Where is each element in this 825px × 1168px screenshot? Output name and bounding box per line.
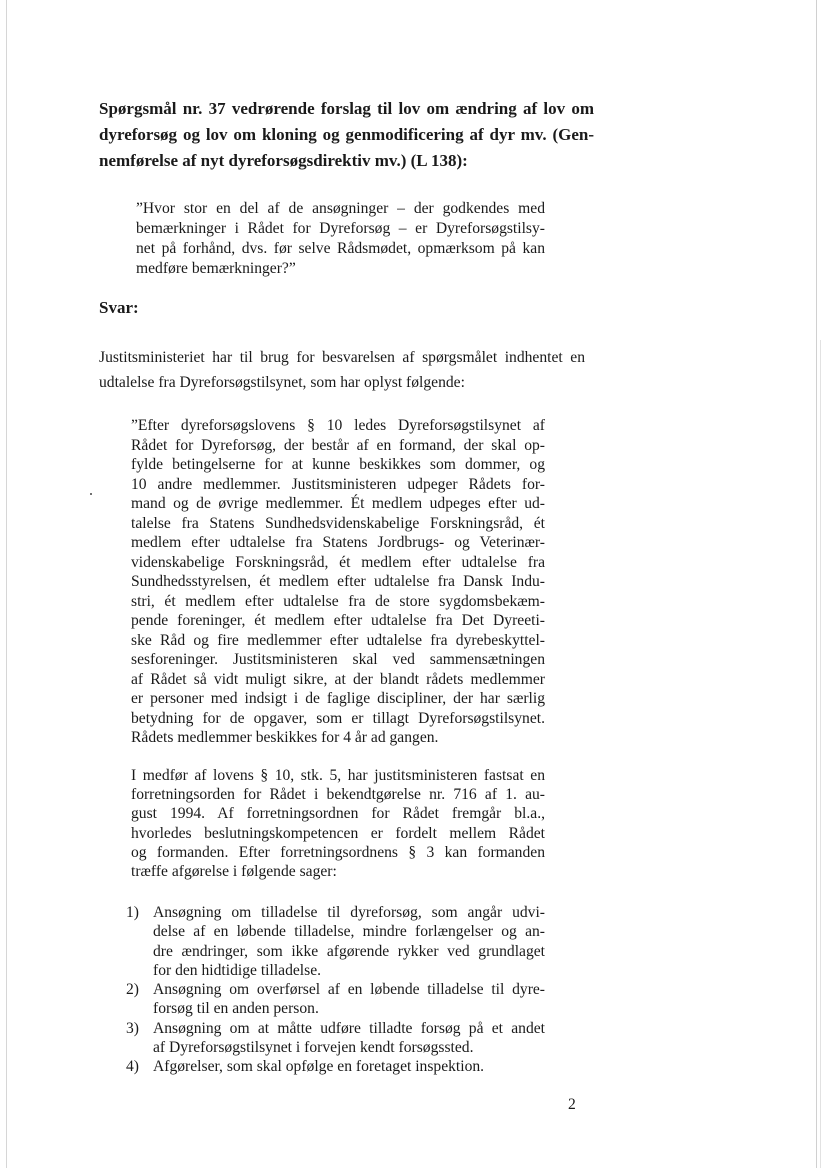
quote-line: Sundhedsstyrelsen, ét medlem efter udtalelse fra Dansk Indu-	[131, 573, 545, 590]
list-item-line: Ansøgning om tilladelse til dyreforsøg, som angår udvi-	[153, 904, 545, 921]
quote-line: betydning for de opgaver, som er tillagt Dyreforsøgstilsynet.	[131, 709, 545, 727]
quote-line: og formanden. Efter forretningsordnens § 3 kan formanden	[131, 843, 545, 861]
list-item-line: Ansøgning om overførsel af en løbende tilladelse til dyre-	[153, 981, 545, 999]
list-item-number: 3)	[126, 1019, 139, 1037]
quote-line: er personer med indsigt i de faglige discipliner, der har særlig	[131, 690, 545, 707]
list-item-line: Afgørelser, som skal opfølge en foretaget inspektion.	[153, 1058, 485, 1076]
quote-line: pende foreninger, ét medlem efter udtalelse fra Det Dyreeti-	[131, 612, 545, 629]
list-item-line: af Dyreforsøgstilsynet i forvejen kendt forsøgssted.	[153, 1039, 474, 1057]
heading-line: nemførelse af nyt dyreforsøgsdirektiv mv.) (L 138):	[99, 151, 468, 170]
quote-line: forretningsorden for Rådet i bekendtgørelse nr. 716 af 1. au-	[131, 786, 545, 804]
list-item	[126, 980, 545, 1019]
list-item-text	[153, 903, 545, 980]
answer-label: Svar:	[99, 298, 139, 317]
list-item	[126, 1057, 545, 1076]
list-item-text	[153, 980, 545, 1019]
question-quote	[136, 199, 545, 279]
quote-line: ”Efter dyreforsøgslovens § 10 ledes Dyreforsøgstilsynet af	[131, 417, 545, 434]
quote-line: talelse fra Statens Sundhedsvidenskabelige Forskningsråd, ét	[131, 514, 545, 532]
quote-line: stri, ét medlem efter udtalelse fra de store sygdomsbekæm-	[131, 592, 545, 610]
quote-line: 10 andre medlemmer. Justitsministeren udpeger Rådets for-	[131, 475, 545, 493]
quote-line: medføre bemærkninger?”	[136, 260, 296, 277]
quote-line: net på forhånd, dvs. før selve Rådsmødet, opmærksom på kan	[136, 240, 545, 257]
quote-line: ske Råd og fire medlemmer efter udtalelse fra dyrebeskyttel-	[131, 631, 545, 649]
quote-line: mand og de øvrige medlemmer. Ét medlem udpeges efter ud-	[131, 495, 545, 512]
answer-quote	[131, 416, 545, 748]
page-number: 2	[568, 1096, 576, 1113]
answer-quote-continued	[131, 766, 545, 881]
answer-intro	[99, 345, 585, 395]
list-item-line: delse af en løbende tilladelse, mindre forlængelser og an-	[153, 923, 545, 941]
quote-line: Rådet for Dyreforsøg, der består af en formand, der skal op-	[131, 436, 545, 454]
list-item-text	[153, 1019, 545, 1058]
list-item	[126, 1019, 545, 1058]
list-item	[126, 903, 545, 980]
quote-line: af Rådet så vidt muligt sikre, at der blandt rådets medlemmer	[131, 670, 545, 688]
quote-line: træffe afgørelse i følgende sager:	[131, 863, 337, 881]
list-item-number: 4)	[126, 1058, 139, 1076]
intro-line: udtalelse fra Dyreforsøgstilsynet, som har oplyst følgende:	[99, 374, 465, 391]
scan-edge-right-inner	[820, 340, 821, 1168]
quote-line: gust 1994. Af forretningsordnen for Rådet fremgår bl.a.,	[131, 805, 545, 823]
quote-line: I medfør af lovens § 10, stk. 5, har justitsministeren fastsat en	[131, 767, 545, 784]
scan-speck	[90, 493, 92, 495]
quote-line: Rådets medlemmer beskikkes for 4 år ad gangen.	[131, 729, 439, 746]
list-item-number: 1)	[126, 904, 139, 921]
heading-line: Spørgsmål nr. 37 vedrørende forslag til lov om ændring af lov om	[99, 99, 594, 118]
decision-list	[126, 903, 545, 1077]
heading-line: dyreforsøg og lov om kloning og genmodificering af dyr mv. (Gen-	[99, 125, 594, 144]
quote-line: videnskabelige Forskningsråd, ét medlem efter udtalelse fra	[131, 553, 545, 571]
scan-edge-right	[816, 0, 817, 1168]
quote-line: ”Hvor stor en del af de ansøgninger – der godkendes med	[136, 200, 545, 217]
quote-line: fylde betingelserne for at kunne beskikkes som dommer, og	[131, 456, 545, 473]
list-item-text	[153, 1057, 545, 1076]
scan-edge-left	[6, 0, 7, 1168]
list-item-line: Ansøgning om at måtte udføre tilladte forsøg på et andet	[153, 1019, 545, 1037]
quote-line: sesforeninger. Justitsministeren skal ved sammensætningen	[131, 651, 545, 668]
quote-line: bemærkninger i Rådet for Dyreforsøg – er Dyreforsøgstilsy-	[136, 220, 545, 237]
quote-line: hvorledes beslutningskompetencen er fordelt mellem Rådet	[131, 824, 545, 842]
list-item-line: forsøg til en anden person.	[153, 1000, 319, 1018]
question-heading	[99, 96, 594, 174]
list-item-line: for den hidtidige tilladelse.	[153, 961, 322, 979]
intro-line: Justitsministeriet har til brug for besvarelsen af spørgsmålet indhentet en	[99, 349, 585, 366]
list-item-number: 2)	[126, 981, 139, 999]
quote-line: medlem efter udtalelse fra Statens Jordbrugs- og Veterinær-	[131, 534, 545, 551]
list-item-line: dre ændringer, som ikke afgørende rykker ved grundlaget	[153, 942, 545, 960]
